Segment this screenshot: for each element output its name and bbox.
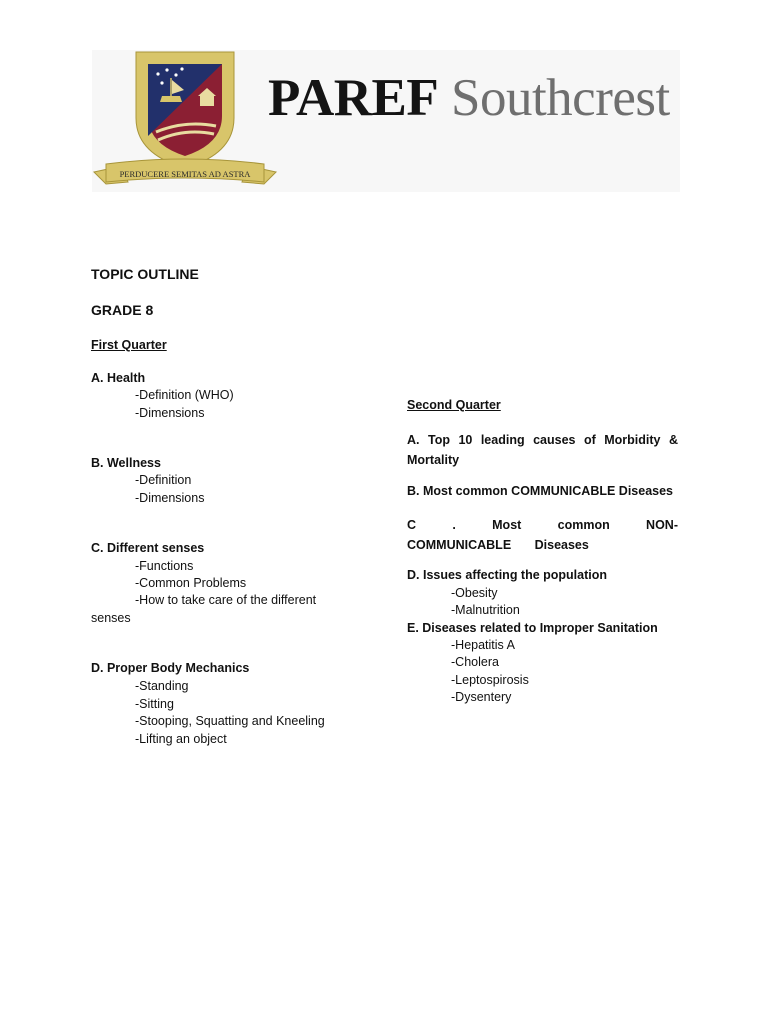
list-item: -Definition (WHO) bbox=[135, 388, 234, 402]
section-title: C. Different senses bbox=[91, 541, 205, 555]
section-title: B. Most common COMMUNICABLE Diseases bbox=[407, 484, 674, 498]
section-title: C . Most common NON-COMMUNICABLE Diseases bbox=[407, 518, 678, 552]
list-item: -How to take care of the different bbox=[135, 593, 317, 607]
list-item: -Sitting bbox=[135, 697, 174, 711]
list-item: -Cholera bbox=[451, 655, 499, 669]
list-item: -Dimensions bbox=[135, 491, 205, 505]
school-name-light: Southcrest bbox=[450, 69, 670, 127]
list-item: -Dysentery bbox=[451, 690, 512, 704]
school-crest-logo bbox=[92, 50, 278, 195]
list-item: -Definition bbox=[135, 473, 192, 487]
school-name bbox=[268, 66, 670, 130]
section-title: A. Health bbox=[91, 371, 146, 385]
list-item-continuation: senses bbox=[91, 611, 131, 625]
section-title: B. Wellness bbox=[91, 456, 161, 470]
section-title: D. Proper Body Mechanics bbox=[91, 661, 250, 675]
first-quarter-heading: First Quarter bbox=[91, 338, 167, 352]
list-item: -Obesity bbox=[451, 586, 498, 600]
list-item: -Dimensions bbox=[135, 406, 205, 420]
list-item: -Functions bbox=[135, 559, 194, 573]
list-item: -Lifting an object bbox=[135, 732, 227, 746]
school-name-bold: PAREF bbox=[268, 69, 439, 127]
list-item: -Malnutrition bbox=[451, 603, 520, 617]
document-title: TOPIC OUTLINE bbox=[91, 266, 199, 282]
list-item: -Standing bbox=[135, 679, 189, 693]
crest-motto: PERDUCERE SEMITAS AD ASTRA bbox=[119, 169, 251, 179]
list-item: -Common Problems bbox=[135, 576, 247, 590]
list-item: -Stooping, Squatting and Kneeling bbox=[135, 714, 325, 728]
list-item: -Hepatitis A bbox=[451, 638, 515, 652]
section-title: A. Top 10 leading causes of Morbidity & Mortality bbox=[407, 433, 678, 467]
list-item: -Leptospirosis bbox=[451, 673, 529, 687]
section-title: D. Issues affecting the population bbox=[407, 568, 608, 582]
grade-heading: GRADE 8 bbox=[91, 302, 154, 318]
section-title: E. Diseases related to Improper Sanitation bbox=[407, 621, 658, 635]
second-quarter-heading: Second Quarter bbox=[407, 398, 501, 412]
